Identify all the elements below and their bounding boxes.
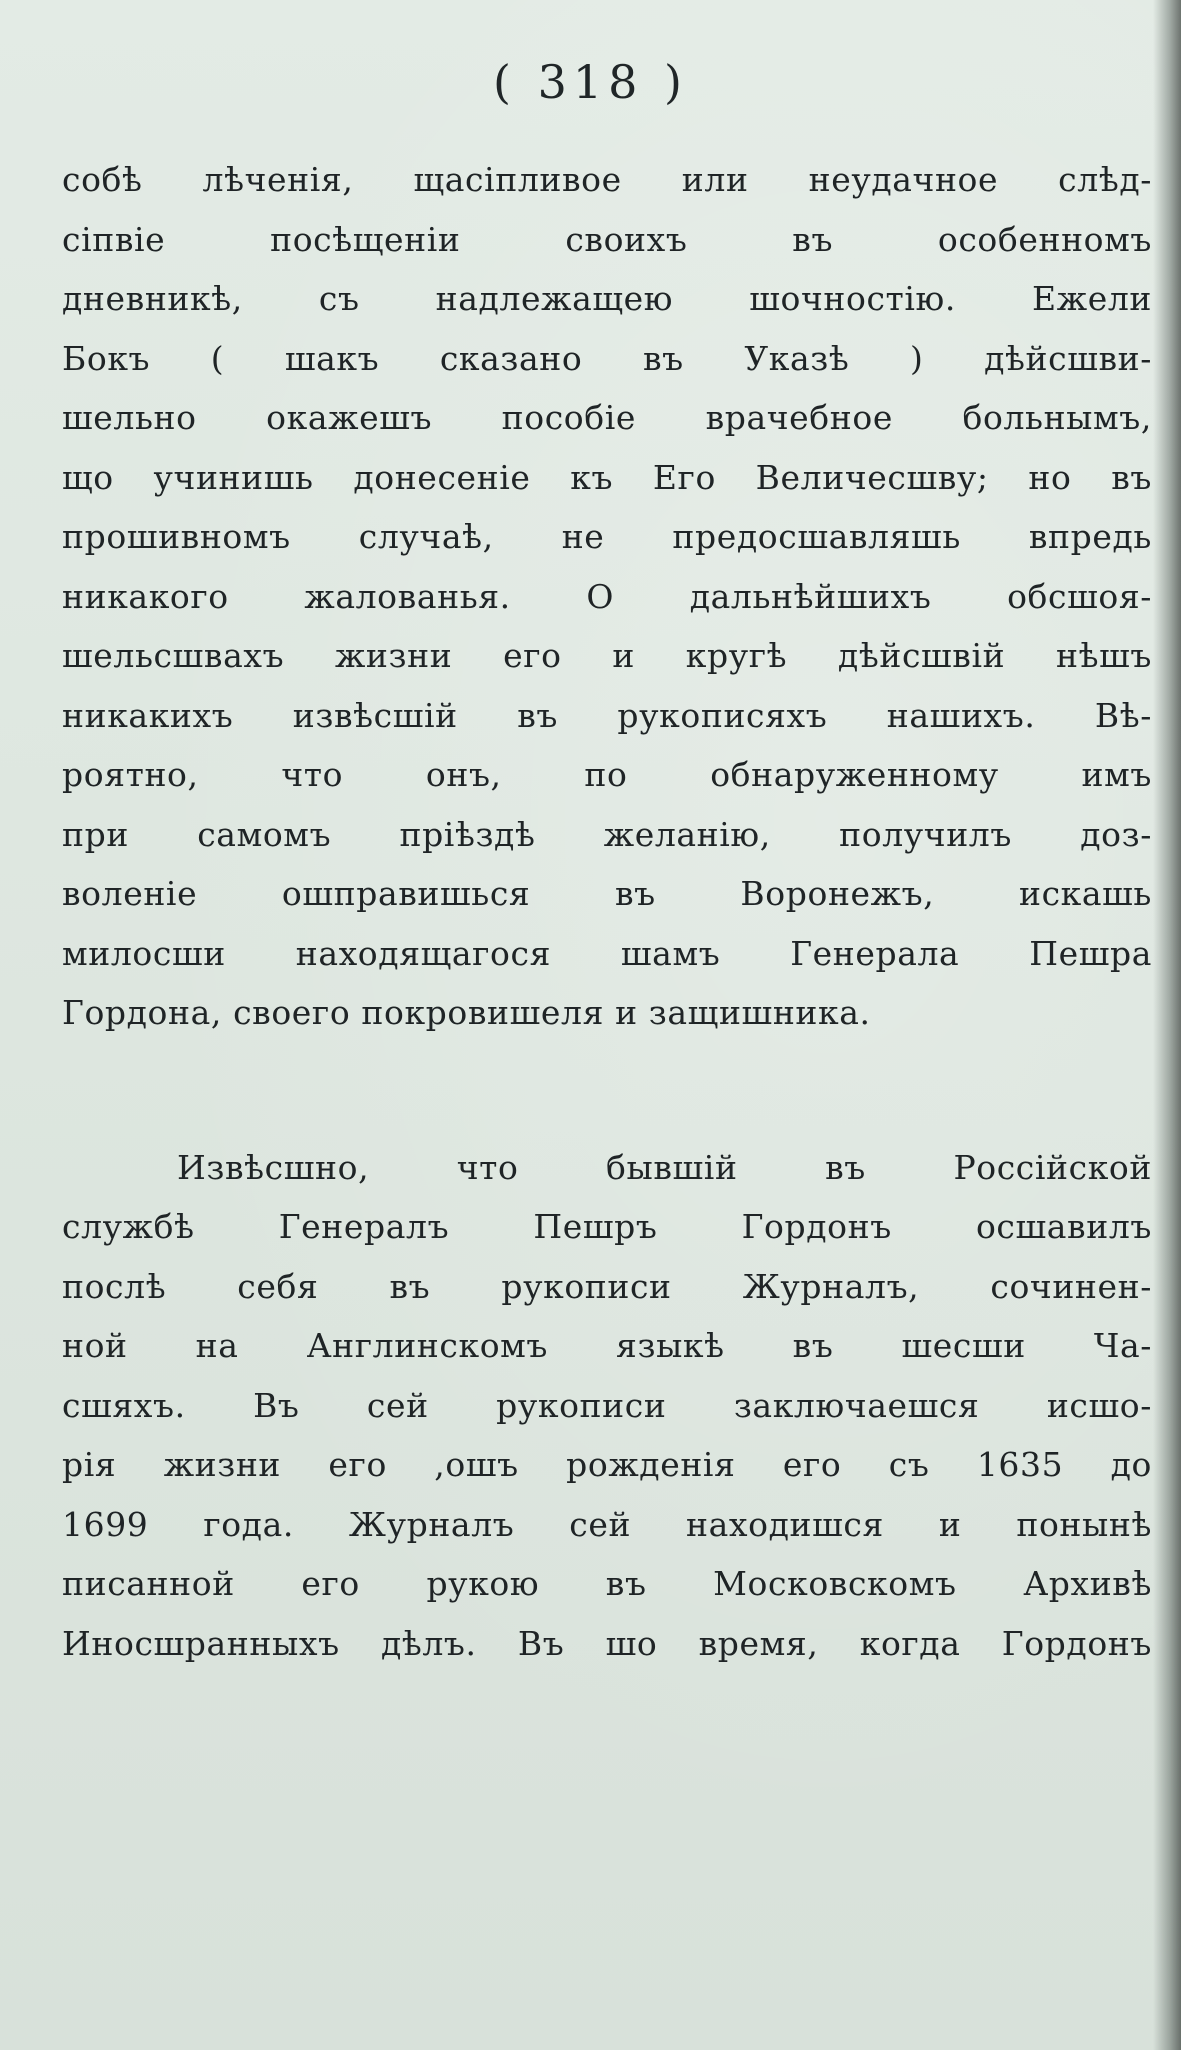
- paragraph-1: [62, 150, 1152, 1043]
- text-line: Извѣсшно, что бывшій въ Россійской: [177, 1147, 1152, 1187]
- text-line: прошивномъ случаѣ, не предосшавляшь впредь: [62, 517, 1152, 556]
- text-line: Бокъ ( шакъ сказано въ Указѣ ) дѣйсшви-: [62, 338, 1152, 378]
- text-line: собѣ лѣченія, щасіпливое или неудачное слѣд-: [62, 160, 1152, 199]
- text-line: сшяхъ. Въ сей рукописи заключаешся исшо-: [62, 1385, 1152, 1425]
- text-line: сіпвіе посѣщеніи своихъ въ особенномъ: [62, 219, 1152, 259]
- text-line: шельно окажешъ пособіе врачебное больнымъ,: [62, 398, 1152, 437]
- text-line: Гордона, своего покровишеля и защишника.: [62, 993, 871, 1032]
- text-line: Иносшранныхъ дѣлъ. Въ шо время, когда Гордонъ: [62, 1623, 1152, 1663]
- text-line: милосши находящагося шамъ Генерала Пешра: [62, 933, 1152, 973]
- text-line: шельсшвахъ жизни его и кругѣ дѣйсшвій нѣшъ: [62, 636, 1152, 675]
- text-line: при самомъ пріѣздѣ желанію, получилъ доз-: [62, 814, 1152, 854]
- text-line: рія жизни его ,ошъ рожденія его съ 1635 до: [62, 1445, 1152, 1484]
- text-line: послѣ себя въ рукописи Журналъ, сочинен-: [62, 1266, 1152, 1306]
- text-line: воленіе ошправишься въ Воронежъ, искашь: [62, 874, 1152, 913]
- text-line: службѣ Генералъ Пешръ Гордонъ осшавилъ: [62, 1207, 1152, 1246]
- text-line: роятно, что онъ, по обнаруженному имъ: [62, 755, 1152, 794]
- text-line: дневникѣ, съ надлежащею шочностію. Ежели: [62, 279, 1152, 318]
- text-line: 1699 года. Журналъ сей находишся и понынѣ: [62, 1504, 1152, 1544]
- page-edge-shadow: [1153, 0, 1181, 2050]
- paragraph-2: [62, 1138, 1152, 1674]
- page-number: ( 318 ): [493, 55, 688, 109]
- text-line: никакихъ извѣсшій въ рукописяхъ нашихъ. Вѣ-: [62, 695, 1152, 735]
- text-line: ной на Англинскомъ языкѣ въ шесши Ча-: [62, 1326, 1152, 1365]
- text-line: що учинишь донесеніе къ Его Величесшву; но въ: [62, 457, 1152, 497]
- text-line: писанной его рукою въ Московскомъ Архивѣ: [62, 1564, 1152, 1603]
- text-line: никакого жалованья. О дальнѣйшихъ обсшоя-: [62, 576, 1152, 616]
- paragraph-gap: [0, 1043, 1181, 1138]
